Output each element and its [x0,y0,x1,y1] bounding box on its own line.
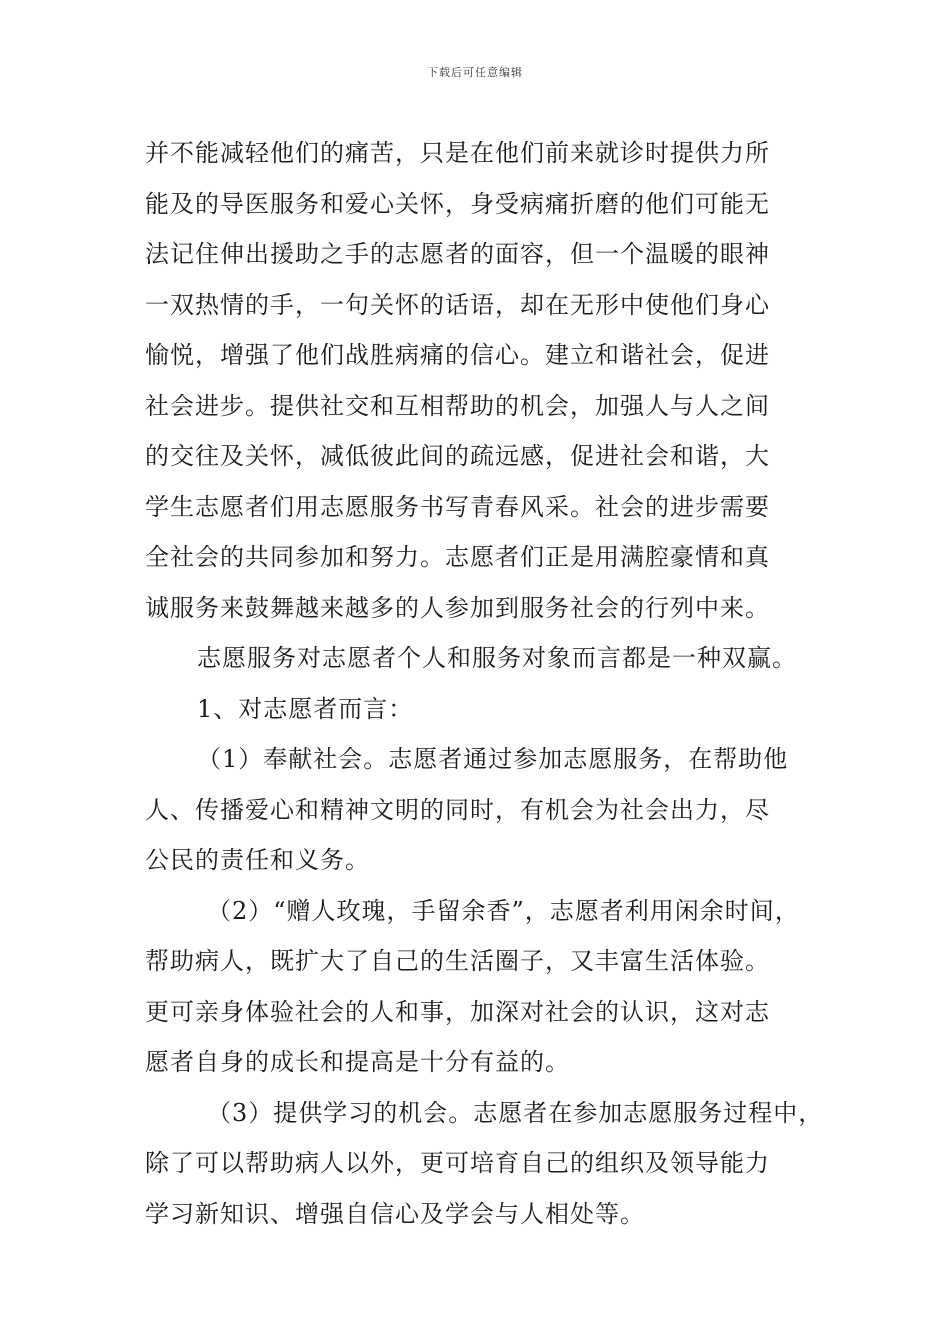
text-line: 愿者自身的成长和提高是十分有益的。 [145,1048,570,1076]
section-heading: 1、对志愿者而言： [197,694,414,723]
text-line: 学习新知识、增强自信心及学会与人相处等。 [145,1199,645,1228]
text-line: 更可亲身体验社会的人和事，加深对社会的认识，这对志 [145,997,770,1026]
text-line: 的交往及关怀，减低彼此间的疏远感，促进社会和谐，大 [145,442,770,470]
text-line: 帮助病人，既扩大了自己的生活圈子，又丰富生活体验。 [145,947,770,975]
text-line: 能及的导医服务和爱心关怀，身受病痛折磨的他们可能无 [145,189,770,218]
text-line: 人、传播爱心和精神文明的同时，有机会为社会出力，尽 [145,795,770,824]
text-line: 全社会的共同参加和努力。志愿者们正是用满腔豪情和真 [145,543,770,571]
text-line: 公民的责任和义务。 [145,846,370,874]
text-line: 社会进步。提供社交和互相帮助的机会，加强人与人之间 [145,391,770,420]
text-line: 愉悦，增强了他们战胜病痛的信心。建立和谐社会，促进 [145,341,770,369]
list-item-2-start: （2）“赠人玫瑰，手留余香”，志愿者利用闲余时间， [207,896,800,925]
text-line: 并不能减轻他们的痛苦，只是在他们前来就诊时提供力所 [145,139,770,167]
paragraph-start-line: 志愿服务对志愿者个人和服务对象而言都是一种双赢。 [197,644,797,672]
page-header: 下载后可任意编辑 [427,66,523,79]
list-item-3-start: （3）提供学习的机会。志愿者在参加志愿服务过程中， [207,1098,824,1127]
text-line: 除了可以帮助病人以外，更可培育自己的组织及领导能力 [145,1149,770,1177]
document-body [145,128,835,1239]
text-line: 一双热情的手，一句关怀的话语，却在无形中使他们身心 [145,290,770,319]
list-item-1-start: （1）奉献社会。志愿者通过参加志愿服务，在帮助他 [197,745,789,773]
text-line: 法记住伸出援助之手的志愿者的面容，但一个温暖的眼神 [145,240,770,268]
text-line: 学生志愿者们用志愿服务书写青春风采。社会的进步需要 [145,492,770,521]
text-line: 诚服务来鼓舞越来越多的人参加到服务社会的行列中来。 [145,593,770,622]
